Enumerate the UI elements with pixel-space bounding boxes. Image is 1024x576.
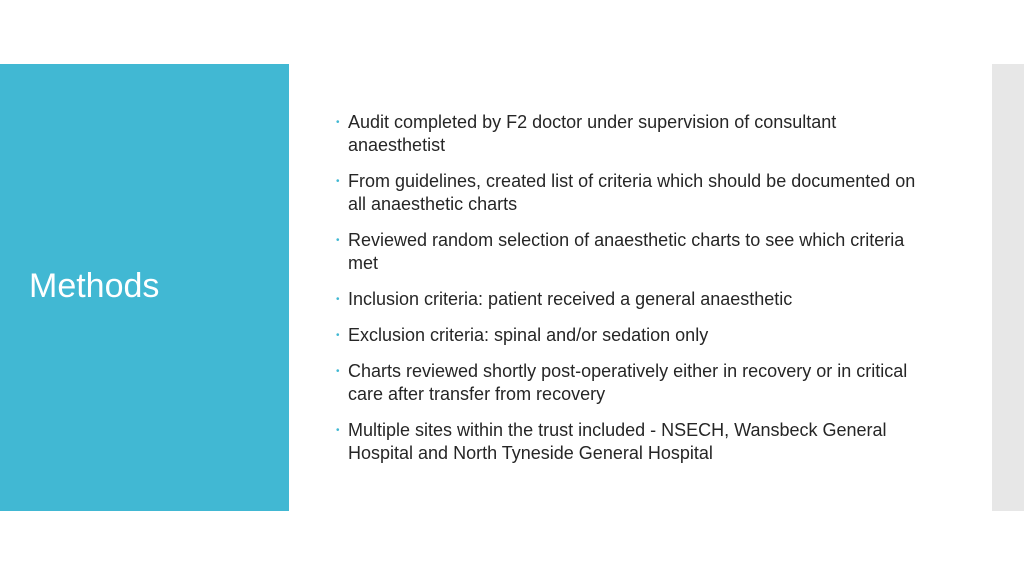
bullet-list [336,111,928,478]
bullet-dot-icon: • [336,330,340,341]
bullet-item [336,360,928,406]
slide-title: Methods [29,267,160,305]
bullet-item [336,229,928,275]
bullet-dot-icon: • [336,425,340,436]
bullet-text: Audit completed by F2 doctor under supervision of consultant anaesthetist [348,112,837,155]
bullet-text: Inclusion criteria: patient received a general anaesthetic [348,289,793,309]
bullet-item [336,419,928,465]
bullet-dot-icon: • [336,117,340,128]
bullet-text: Exclusion criteria: spinal and/or sedation only [348,325,709,345]
bullet-text: Charts reviewed shortly post-operatively either in recovery or in critical care after transfer from recovery [348,361,908,404]
bullet-item [336,111,928,157]
bullet-dot-icon: • [336,294,340,305]
bullet-text: Multiple sites within the trust included - NSECH, Wansbeck General Hospital and North Tyneside General Hospital [348,420,887,463]
bullet-text: From guidelines, created list of criteria which should be documented on all anaesthetic charts [348,171,916,214]
bullet-dot-icon: • [336,366,340,377]
bullet-item [336,324,928,347]
bullet-dot-icon: • [336,176,340,187]
side-strip [992,64,1024,511]
bullet-dot-icon: • [336,235,340,246]
bullet-item [336,288,928,311]
bullet-text: Reviewed random selection of anaesthetic charts to see which criteria met [348,230,905,273]
bullet-item [336,170,928,216]
